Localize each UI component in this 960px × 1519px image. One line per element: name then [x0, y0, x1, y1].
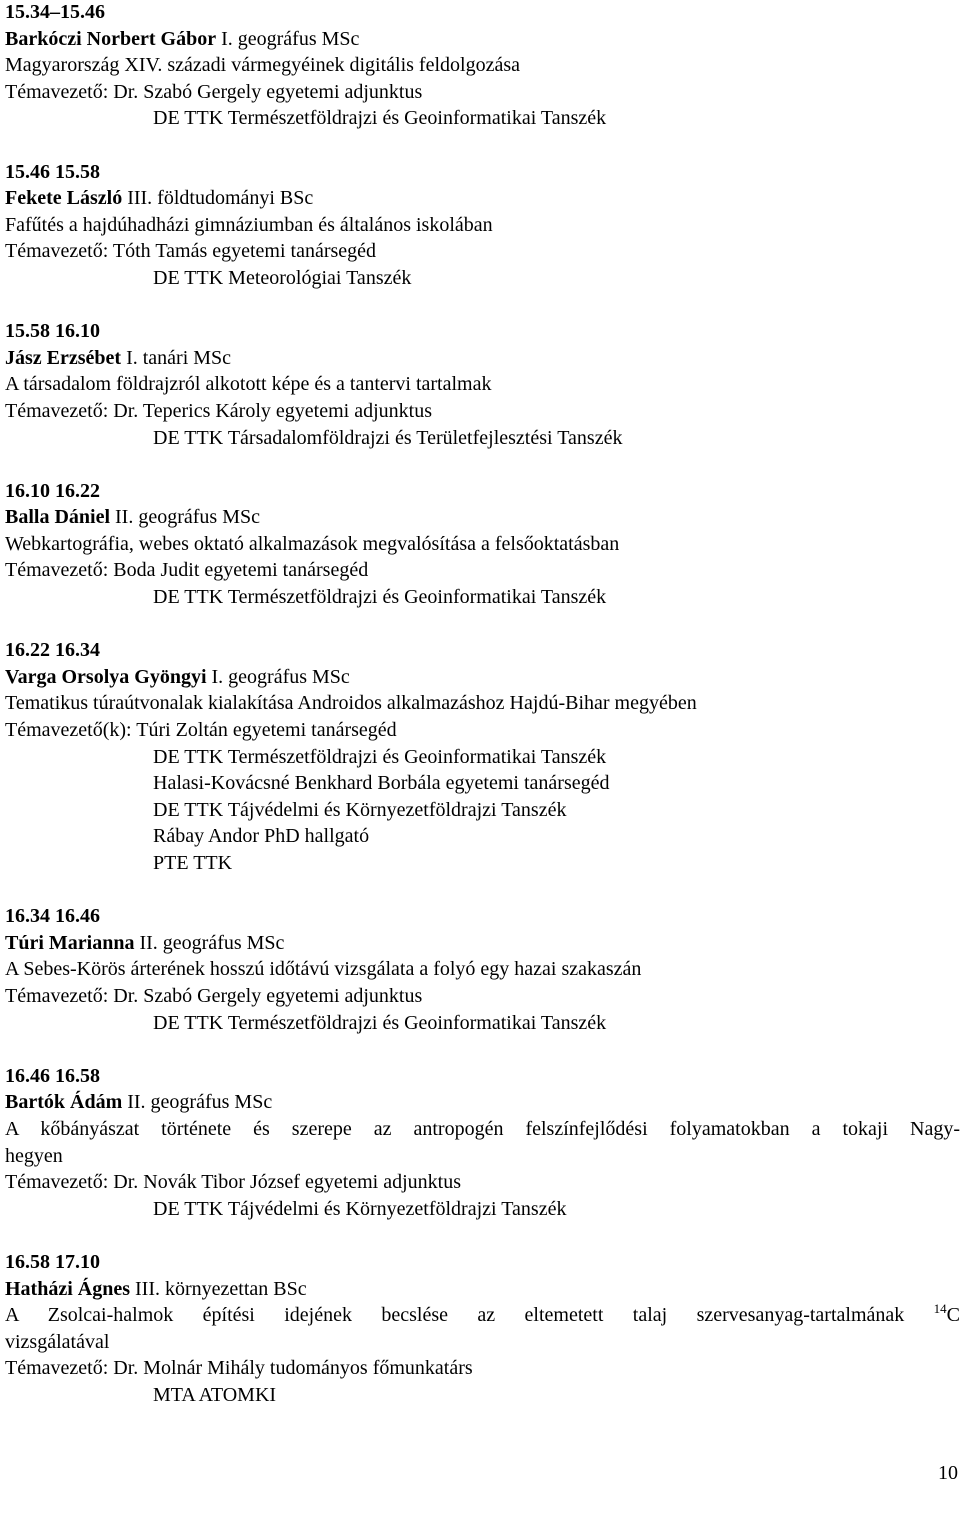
supervisor-line: Témavezető: Dr. Szabó Gergely egyetemi adjunktus	[5, 80, 423, 103]
presentation-title-line-2: hegyen	[5, 1144, 63, 1167]
time-slot: 16.10 16.22	[5, 479, 100, 502]
supervisor-line: Témavezető: Dr. Molnár Mihály tudományos főmunkatárs	[5, 1357, 473, 1380]
time-slot: 16.58 17.10	[5, 1250, 100, 1273]
presenter-line	[5, 185, 960, 212]
isotope	[933, 1301, 960, 1327]
isotope-symbol: C	[946, 1304, 960, 1327]
presentation-title: Fafűtés a hajdúhadházi gimnáziumban és általános iskolában	[5, 213, 493, 236]
presenter-line	[5, 930, 960, 957]
presentation-entry	[5, 0, 960, 132]
presenter-program: III. földtudományi BSc	[122, 187, 314, 210]
isotope-mass-number: 14	[933, 1301, 947, 1317]
supervisor-line: Témavezető: Tóth Tamás egyetemi tanársegéd	[5, 240, 377, 263]
presenter-line	[5, 1276, 960, 1303]
time-slot: 16.22 16.34	[5, 639, 100, 662]
time-slot: 15.58 16.10	[5, 320, 100, 343]
time-slot: 16.46 16.58	[5, 1064, 100, 1087]
presentation-title: Webkartográfia, webes oktató alkalmazások megvalósítása a felsőoktatásban	[5, 532, 620, 555]
presenter-name: Túri Marianna	[5, 931, 135, 954]
presenter-program: II. geográfus MSc	[122, 1091, 273, 1114]
presenter-name: Jász Erzsébet	[5, 346, 122, 369]
department-line: MTA ATOMKI	[153, 1383, 277, 1406]
presentation-title: Magyarország XIV. századi vármegyéinek digitális feldolgozása	[5, 54, 520, 77]
presenter-program: II. geográfus MSc	[110, 506, 260, 529]
supervisor-line: Témavezető: Boda Judit egyetemi tanársegéd	[5, 559, 369, 582]
presenter-name: Varga Orsolya Gyöngyi	[5, 665, 207, 688]
presenter-program: I. geográfus MSc	[206, 665, 350, 688]
presentation-title: A társadalom földrajzról alkotott képe és a tantervi tartalmak	[5, 373, 492, 396]
department-line: DE TTK Tájvédelmi és Környezetföldrajzi Tanszék	[153, 1197, 567, 1220]
title-text: A Zsolcai-halmok építési idejének becslése az eltemetett talaj szervesanyag-tartalmának	[5, 1304, 905, 1327]
presentation-entry	[5, 159, 960, 292]
presentation-entry	[5, 637, 960, 876]
supervisor-line-2: Halasi-Kovácsné Benkhard Borbála egyetemi tanársegéd	[153, 772, 610, 795]
presenter-program: II. geográfus MSc	[134, 931, 285, 954]
presenter-name: Hatházi Ágnes	[5, 1277, 130, 1300]
presenter-program: III. környezettan BSc	[130, 1277, 307, 1300]
presentation-entry	[5, 1063, 960, 1223]
time-slot: 15.46 15.58	[5, 160, 100, 183]
presentation-title-line-2: vizsgálatával	[5, 1330, 110, 1353]
presentation-entry	[5, 318, 960, 451]
presenter-line	[5, 504, 960, 531]
department-line: DE TTK Természetföldrajzi és Geoinformatikai Tanszék	[153, 1011, 607, 1034]
presenter-line	[5, 345, 960, 372]
department-line-3: PTE TTK	[153, 852, 233, 874]
department-line: DE TTK Természetföldrajzi és Geoinformatikai Tanszék	[153, 586, 607, 609]
supervisor-line: Témavezető(k): Túri Zoltán egyetemi tanársegéd	[5, 719, 397, 742]
presenter-name: Barkóczi Norbert Gábor	[5, 27, 217, 50]
presenter-line	[5, 664, 960, 691]
presenter-line	[5, 26, 960, 53]
presentation-title: Tematikus túraútvonalak kialakítása Androidos alkalmazáshoz Hajdú-Bihar megyében	[5, 692, 697, 715]
supervisor-line: Témavezető: Dr. Szabó Gergely egyetemi adjunktus	[5, 984, 423, 1007]
time-slot: 15.34–15.46	[5, 1, 105, 23]
presenter-program: I. tanári MSc	[121, 346, 232, 369]
page-number: 10	[938, 1462, 958, 1484]
supervisor-line-3: Rábay Andor PhD hallgató	[153, 825, 370, 848]
presentation-entry	[5, 478, 960, 611]
department-line: DE TTK Társadalomföldrajzi és Területfejlesztési Tanszék	[153, 426, 623, 449]
presentation-title-line-1: A kőbányászat története és szerepe az antropogén felszínfejlődési folyamatokban a tokaji Nagy-	[5, 1117, 960, 1140]
department-line: DE TTK Meteorológiai Tanszék	[153, 266, 412, 289]
document-body	[5, 0, 960, 1435]
time-slot: 16.34 16.46	[5, 905, 100, 928]
presenter-name: Fekete László	[5, 187, 123, 210]
supervisor-line: Témavezető: Dr. Novák Tibor József egyetemi adjunktus	[5, 1171, 462, 1194]
presenter-name: Balla Dániel	[5, 506, 111, 529]
department-line-2: DE TTK Tájvédelmi és Környezetföldrajzi Tanszék	[153, 798, 567, 821]
presenter-line	[5, 1089, 960, 1116]
presenter-program: I. geográfus MSc	[216, 27, 360, 50]
presentation-entry	[5, 1249, 960, 1409]
department-line: DE TTK Természetföldrajzi és Geoinformatikai Tanszék	[153, 745, 607, 768]
supervisor-line: Témavezető: Dr. Teperics Károly egyetemi adjunktus	[5, 399, 432, 422]
presentation-title-line-1	[5, 1302, 960, 1329]
presentation-entry	[5, 903, 960, 1036]
presenter-name: Bartók Ádám	[5, 1091, 123, 1114]
presentation-title: A Sebes-Körös árterének hosszú időtávú vizsgálata a folyó egy hazai szakaszán	[5, 958, 642, 981]
department-line: DE TTK Természetföldrajzi és Geoinformatikai Tanszék	[153, 107, 607, 130]
